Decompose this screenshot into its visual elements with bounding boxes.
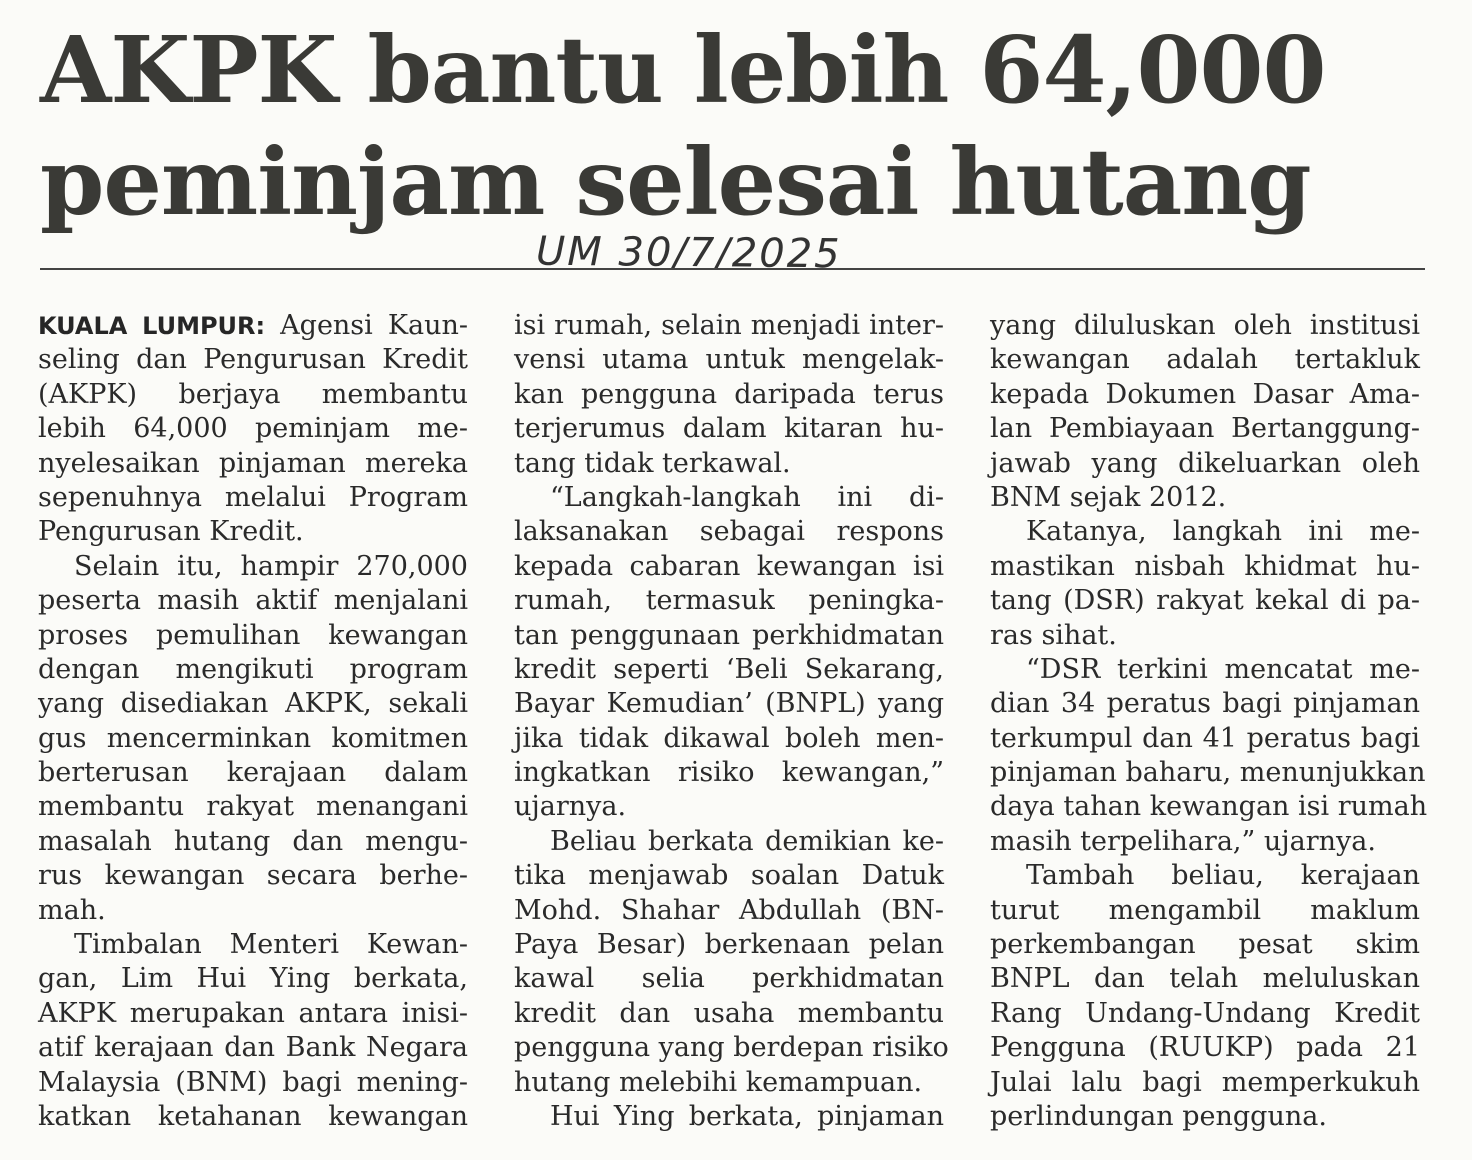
article-line: laksanakan sebagai respons — [514, 516, 944, 548]
article-line: Timbalan Menteri Kewan- — [74, 929, 468, 961]
article-text: Agensi Kaun- — [280, 310, 468, 341]
article-line: katkan ketahanan kewangan — [38, 1100, 468, 1132]
article-line: Beliau berkata demikian ke- — [550, 825, 944, 857]
article-line: yang disediakan AKPK, sekali — [38, 688, 468, 720]
article-line: masih terpelihara,” ujarnya. — [990, 825, 1376, 857]
article-line: jawab yang dikeluarkan oleh — [990, 447, 1420, 479]
article-line: vensi utama untuk mengelak- — [514, 344, 944, 376]
headline-divider — [40, 268, 1425, 270]
article-line: Tambah beliau, kerajaan — [1026, 860, 1420, 892]
article-line: perkembangan pesat skim — [990, 929, 1420, 961]
article-line: kredit dan usaha membantu — [514, 997, 944, 1029]
article-line: turut mengambil maklum — [990, 894, 1420, 926]
article-line: rumah, termasuk peningka- — [514, 585, 944, 617]
article-line: ras sihat. — [990, 619, 1117, 651]
article-line: kewangan adalah tertakluk — [990, 344, 1420, 376]
headline — [40, 14, 1326, 238]
article-line: pinjaman baharu, menunjukkan — [990, 757, 1426, 789]
article-line: membantu rakyat menangani — [38, 791, 468, 823]
article-line: Katanya, langkah ini me- — [1026, 516, 1420, 548]
article-line: nyelesaikan pinjaman mereka — [38, 447, 468, 479]
article-line: Julai lalu bagi memperkukuh — [990, 1066, 1420, 1098]
article-line: peserta masih aktif menjalani — [38, 585, 468, 617]
article-line: lan Pembiayaan Bertanggung- — [990, 413, 1420, 445]
handwritten-date-note: UM 30/7/2025 — [535, 228, 842, 278]
article-line: hutang melebihi kemampuan. — [514, 1066, 923, 1098]
article-line: perlindungan pengguna. — [990, 1100, 1327, 1132]
article-line: BNPL dan telah meluluskan — [990, 963, 1420, 995]
article-line: Mohd. Shahar Abdullah (BN- — [514, 894, 944, 926]
article-line: daya tahan kewangan isi rumah — [990, 791, 1428, 823]
article-line: terkumpul dan 41 peratus bagi — [990, 722, 1420, 754]
article-line: pengguna yang berdepan risiko — [514, 1032, 949, 1064]
article-line: isi rumah, selain menjadi inter- — [514, 310, 944, 341]
article-line: atif kerajaan dan Bank Negara — [38, 1032, 468, 1064]
article-line: Selain itu, hampir 270,000 — [74, 550, 468, 582]
article-line: dengan mengikuti program — [38, 653, 468, 685]
article-line: tang (DSR) rakyat kekal di pa- — [990, 585, 1420, 617]
article-line: yang diluluskan oleh institusi — [990, 310, 1420, 341]
article-line: lebih 64,000 peminjam me- — [38, 413, 468, 445]
article-line: “DSR terkini mencatat me- — [1026, 653, 1420, 685]
article-line: Malaysia (BNM) bagi mening- — [38, 1066, 468, 1098]
article-line: tika menjawab soalan Datuk — [514, 860, 944, 892]
headline-line-1: AKPK bantu lebih 64,000 — [40, 16, 1326, 124]
article-line: Hui Ying berkata, pinjaman — [550, 1100, 944, 1132]
headline-line-2: peminjam selesai hutang — [40, 128, 1311, 236]
article-line: terjerumus dalam kitaran hu- — [514, 413, 944, 445]
article-line: kepada cabaran kewangan isi — [514, 550, 944, 582]
article-line: AKPK merupakan antara inisi- — [38, 997, 468, 1029]
article-line: mastikan nisbah khidmat hu- — [990, 550, 1420, 582]
article-line: tan penggunaan perkhidmatan — [514, 619, 944, 651]
article-line: Bayar Kemudian’ (BNPL) yang — [514, 688, 944, 720]
article-line: sepenuhnya melalui Program — [38, 481, 468, 513]
article-line: kawal selia perkhidmatan — [514, 963, 944, 995]
article-line — [38, 309, 468, 343]
article-line: seling dan Pengurusan Kredit — [38, 344, 468, 376]
article-line: Rang Undang-Undang Kredit — [990, 997, 1420, 1029]
article-line: “Langkah-langkah ini di- — [550, 481, 944, 513]
article-line: Pengguna (RUUKP) pada 21 — [990, 1032, 1420, 1064]
article-line: mah. — [38, 894, 106, 926]
article-column-1 — [38, 309, 468, 1134]
article-line: (AKPK) berjaya membantu — [38, 378, 468, 410]
article-line: rus kewangan secara berhe- — [38, 860, 468, 892]
article-line: masalah hutang dan mengu- — [38, 825, 468, 857]
article-line: dian 34 peratus bagi pinjaman — [990, 688, 1420, 720]
article-line: berterusan kerajaan dalam — [38, 757, 468, 789]
article-line: gan, Lim Hui Ying berkata, — [38, 963, 468, 995]
article-line: Pengurusan Kredit. — [38, 516, 304, 548]
article-column-2 — [514, 309, 949, 1134]
article-line: ujarnya. — [514, 791, 627, 823]
article-line: kredit seperti ‘Beli Sekarang, — [514, 653, 944, 685]
article-line: kepada Dokumen Dasar Ama- — [990, 378, 1420, 410]
dateline: KUALA LUMPUR: — [38, 312, 266, 340]
article-line: jika tidak dikawal boleh men- — [514, 722, 944, 754]
article-line: gus mencerminkan komitmen — [38, 722, 468, 754]
article-line: ingkatkan risiko kewangan,” — [514, 757, 944, 789]
article-line: BNM sejak 2012. — [990, 481, 1227, 513]
article-line: kan pengguna daripada terus — [514, 378, 944, 410]
article-line: Paya Besar) berkenaan pelan — [514, 929, 944, 961]
article-column-3 — [990, 309, 1428, 1134]
article-line: tang tidak terkawal. — [514, 447, 791, 479]
article-line: proses pemulihan kewangan — [38, 619, 468, 651]
